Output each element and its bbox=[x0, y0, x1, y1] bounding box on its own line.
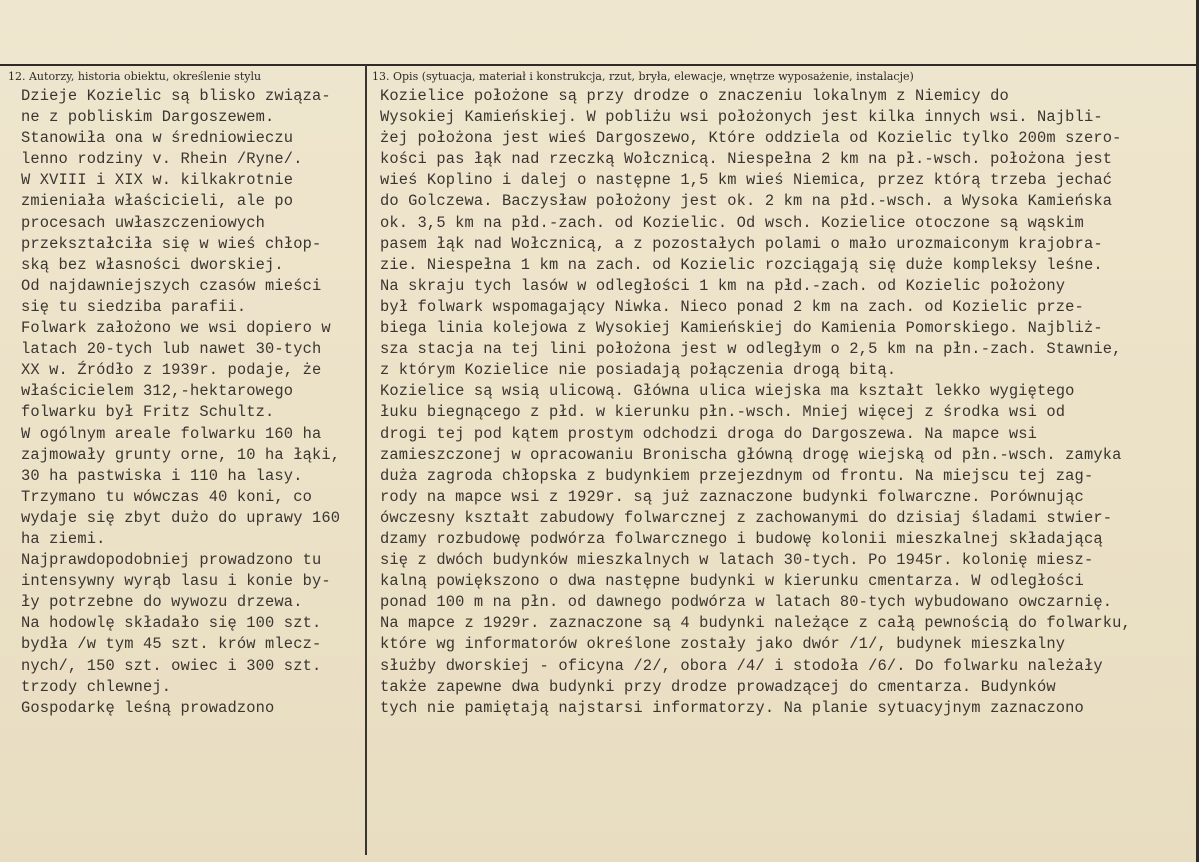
text-line: ha ziemi. bbox=[21, 529, 106, 548]
text-line: latach 20-tych lub nawet 30-tych bbox=[21, 340, 322, 359]
text-line: kalną powiększono o dwa następne budynki w kierunku cmentarza. W odległości bbox=[380, 572, 1084, 591]
text-line: żej położona jest wieś Dargoszewo, Które oddziela od Kozielic tylko 200m szero- bbox=[380, 129, 1122, 148]
text-line: ską bez własności dworskiej. bbox=[21, 255, 284, 274]
text-line: procesach uwłaszczeniowych bbox=[21, 213, 266, 232]
text-line: przekształciła się w wieś chłop- bbox=[21, 234, 322, 253]
text-line: ne z pobliskim Dargoszewem. bbox=[21, 108, 275, 127]
text-line: zajmowały grunty orne, 10 ha łąki, bbox=[21, 445, 341, 464]
text-line: łuku biegnącego z płd. w kierunku płn.-wsch. Mniej więcej z środka wsi od bbox=[380, 403, 1066, 422]
text-line: się tu siedziba parafii. bbox=[21, 297, 247, 316]
text-line: Najprawdopodobniej prowadzono tu bbox=[21, 551, 322, 570]
left-column-header: 12. Autorzy, historia obiektu, określenie stylu bbox=[8, 70, 262, 83]
text-line: ok. 3,5 km na płd.-zach. od Kozielic. Od wsch. Kozielice otoczone są wąskim bbox=[380, 213, 1084, 232]
column-divider bbox=[365, 65, 367, 855]
right-column-text bbox=[380, 86, 1192, 719]
text-line: z którym Kozielice nie posiadają połączenia drogą bitą. bbox=[380, 361, 897, 380]
text-line: był folwark wspomagający Niwka. Nieco ponad 2 km na zach. od Kozielic prze- bbox=[380, 297, 1084, 316]
text-line: zamieszczonej w opracowaniu Bronischa główną drogę wiejską od płn.-wsch. zamyka bbox=[380, 445, 1122, 464]
text-line: biega linia kolejowa z Wysokiej Kamieńskiej do Kamienia Pomorskiego. Najbliż- bbox=[380, 319, 1103, 338]
text-line: wieś Koplino i dalej o następne 1,5 km wieś Niemica, przez którą trzeba jechać bbox=[380, 171, 1113, 190]
text-line: Folwark założono we wsi dopiero w bbox=[21, 319, 331, 338]
text-line: zmieniała właścicieli, ale po bbox=[21, 192, 294, 211]
left-column-text bbox=[21, 86, 361, 719]
text-line: drogi tej pod kątem prostym odchodzi droga do Dargoszewa. Na mapce wsi bbox=[380, 424, 1038, 443]
text-line: do Golczewa. Baczysław położony jest ok. 2 km na płd.-wsch. a Wysoka Kamieńska bbox=[380, 192, 1113, 211]
text-line: służby dworskiej - oficyna /2/, obora /4/ i stodoła /6/. Do folwarku należały bbox=[380, 656, 1103, 675]
text-line: ły potrzebne do wywozu drzewa. bbox=[21, 593, 303, 612]
text-line: sza stacja na tej lini położona jest w odległym o 2,5 km na płn.-zach. Stawnie, bbox=[380, 340, 1122, 359]
text-line: Trzymano tu wówczas 40 koni, co bbox=[21, 487, 312, 506]
text-line: pasem łąk nad Wołcznicą, a z pozostałych polami o mało urozmaiconym krajobra- bbox=[380, 234, 1103, 253]
text-line: Na mapce z 1929r. zaznaczone są 4 budynki należące z całą pewnością do folwarku, bbox=[380, 614, 1131, 633]
text-line: trzody chlewnej. bbox=[21, 677, 172, 696]
text-line: W XVIII i XIX w. kilkakrotnie bbox=[21, 171, 294, 190]
text-line: Kozielice położone są przy drodze o znaczeniu lokalnym z Niemicy do bbox=[380, 87, 1009, 105]
text-line: lenno rodziny v. Rhein /Ryne/. bbox=[21, 150, 303, 169]
text-line: XX w. Źródło z 1939r. podaje, że bbox=[21, 361, 322, 380]
text-line: Stanowiła ona w średniowieczu bbox=[21, 129, 294, 148]
text-line: się z dwóch budynków mieszkalnych w latach 30-tych. Po 1945r. kolonię miesz- bbox=[380, 551, 1094, 570]
text-line: duża zagroda chłopska z budynkiem przejezdnym od frontu. Na miejscu tej zag- bbox=[380, 466, 1094, 485]
text-line: nych/, 150 szt. owiec i 300 szt. bbox=[21, 656, 322, 675]
text-line: zie. Niespełna 1 km na zach. od Kozielic rozciągają się duże kompleksy leśne. bbox=[380, 255, 1103, 274]
text-line: które wg informatorów określone zostały jako dwór /1/, budynek mieszkalny bbox=[380, 635, 1066, 654]
top-rule bbox=[0, 64, 1199, 66]
text-line: Na skraju tych lasów w odległości 1 km na płd.-zach. od Kozielic położony bbox=[380, 276, 1066, 295]
text-line: tych nie pamiętają najstarsi informatorzy. Na planie sytuacyjnym zaznaczono bbox=[380, 698, 1084, 717]
text-line: dzamy rozbudowę podwórza folwarcznego i budowę kolonii mieszkalnej składającą bbox=[380, 529, 1103, 548]
text-line: folwarku był Fritz Schultz. bbox=[21, 403, 275, 422]
text-line: ponad 100 m na płn. od dawnego podwórza w latach 80-tych wybudowano owczarnię. bbox=[380, 593, 1113, 612]
text-line: Dzieje Kozielic są blisko związa- bbox=[21, 87, 331, 105]
text-line: intensywny wyrąb lasu i konie by- bbox=[21, 572, 331, 591]
text-line: Wysokiej Kamieńskiej. W pobliżu wsi położonych jest kilka innych wsi. Najbli- bbox=[380, 108, 1103, 127]
text-line: Na hodowlę składało się 100 szt. bbox=[21, 614, 322, 633]
text-line: kości pas łąk nad rzeczką Wołcznicą. Niespełna 2 km na pł.-wsch. położona jest bbox=[380, 150, 1113, 169]
text-line: także zapewne dwa budynki przy drodze prowadzącej do cmentarza. Budynków bbox=[380, 677, 1056, 696]
text-line: właścicielem 312,-hektarowego bbox=[21, 382, 294, 401]
text-line: rody na mapce wsi z 1929r. są już zaznaczone budynki folwarczne. Porównując bbox=[380, 487, 1084, 506]
text-line: Kozielice są wsią ulicową. Główna ulica wiejska ma kształt lekko wygiętego bbox=[380, 382, 1075, 401]
text-line: bydła /w tym 45 szt. krów mlecz- bbox=[21, 635, 322, 654]
right-column-header: 13. Opis (sytuacja, materiał i konstrukcja, rzut, bryła, elewacje, wnętrze wyposażenie, instalacje) bbox=[372, 70, 914, 83]
text-line: W ogólnym areale folwarku 160 ha bbox=[21, 424, 322, 443]
text-line: wydaje się zbyt dużo do uprawy 160 bbox=[21, 508, 341, 527]
text-line: Od najdawniejszych czasów mieści bbox=[21, 276, 322, 295]
text-line: 30 ha pastwiska i 110 ha lasy. bbox=[21, 466, 303, 485]
text-line: Gospodarkę leśną prowadzono bbox=[21, 698, 275, 717]
text-line: ówczesny kształt zabudowy folwarcznej z zachowanymi do dzisiaj śladami stwier- bbox=[380, 508, 1113, 527]
